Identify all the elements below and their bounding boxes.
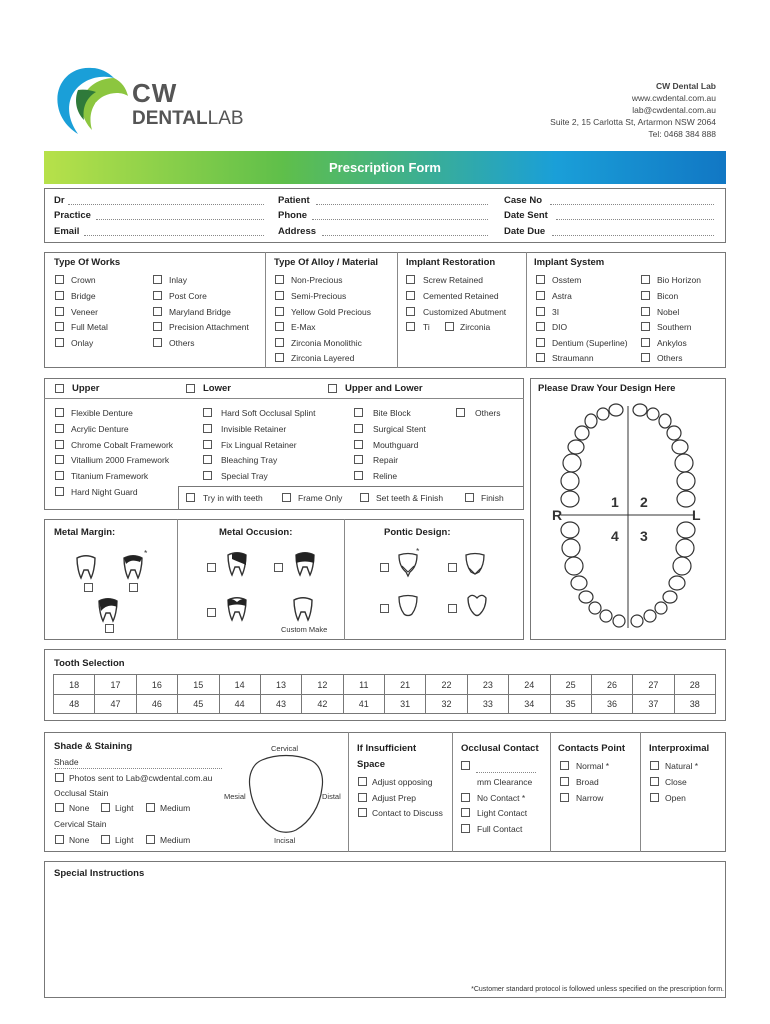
photos-label: Photos sent to Lab@cwdental.com.au <box>69 773 213 783</box>
acrylic-denture-label: Acrylic Denture <box>71 424 129 434</box>
cervical-none-label: None <box>69 835 90 845</box>
veneer-label: Veneer <box>71 307 98 317</box>
denture-others-checkbox[interactable] <box>456 408 465 417</box>
yellow-gold-label: Yellow Gold Precious <box>291 307 372 317</box>
onlay-checkbox[interactable] <box>55 338 64 347</box>
zirconia-layered-checkbox[interactable] <box>275 353 284 362</box>
tooth-cell[interactable]: 36 <box>591 695 632 714</box>
tooth-cell[interactable]: 33 <box>467 695 508 714</box>
distal-label: Distal <box>322 792 341 801</box>
set-teeth-label: Set teeth & Finish <box>376 493 444 503</box>
tooth-cell[interactable]: 14 <box>219 675 260 695</box>
works-others-checkbox[interactable] <box>153 338 162 347</box>
dentium-label: Dentium (Superline) <box>552 338 628 348</box>
title-banner <box>44 151 726 184</box>
non-precious-label: Non-Precious <box>291 275 343 285</box>
try-in-checkbox[interactable] <box>186 493 195 502</box>
try-in-label: Try in with teeth <box>203 493 263 503</box>
surgical-stent-label: Surgical Stent <box>373 424 426 434</box>
metal-occlusion-title: Metal Occusion: <box>219 527 293 538</box>
osstem-label: Osstem <box>552 275 582 285</box>
mouthguard-label: Mouthguard <box>373 440 419 450</box>
logo <box>52 64 252 138</box>
special-tray-label: Special Tray <box>221 471 268 481</box>
osstem-checkbox[interactable] <box>536 275 545 284</box>
hard-soft-splint-label: Hard Soft Occlusal Splint <box>221 408 316 418</box>
cervical-medium-label: Medium <box>160 835 191 845</box>
veneer-checkbox[interactable] <box>55 307 64 316</box>
insufficient-title-1: If Insufficient <box>357 743 417 754</box>
contact-discuss-checkbox[interactable] <box>358 808 367 817</box>
zirconia-monolithic-label: Zirconia Monolithic <box>291 338 362 348</box>
upper-lower-label: Upper and Lower <box>345 383 423 394</box>
quadrant-3: 3 <box>640 528 648 544</box>
clearance-label: mm Clearance <box>477 777 533 787</box>
logo-lab: LAB <box>207 108 244 129</box>
hard-soft-splint-checkbox[interactable] <box>203 408 212 417</box>
bicon-checkbox[interactable] <box>641 291 650 300</box>
reline-checkbox[interactable] <box>354 471 363 480</box>
lab-website: www.cwdental.com.au <box>631 93 716 103</box>
cervical-light-checkbox[interactable] <box>101 835 110 844</box>
maryland-bridge-label: Maryland Bridge <box>169 307 231 317</box>
post-core-checkbox[interactable] <box>153 291 162 300</box>
shade-label: Shade <box>54 757 79 767</box>
hard-night-guard-label: Hard Night Guard <box>71 487 138 497</box>
lower-checkbox[interactable] <box>186 384 195 393</box>
dr-label: Dr <box>54 195 65 206</box>
southern-label: Southern <box>657 322 692 332</box>
invisible-retainer-label: Invisible Retainer <box>221 424 287 434</box>
open-label: Open <box>665 793 686 803</box>
photos-checkbox[interactable] <box>55 773 64 782</box>
denture-others-label: Others <box>475 408 501 418</box>
bleaching-tray-checkbox[interactable] <box>203 455 212 464</box>
implant-system-title: Implant System <box>534 257 605 268</box>
occlusion-1-checkbox[interactable] <box>207 563 216 572</box>
zirconia-layered-label: Zirconia Layered <box>291 353 355 363</box>
occlusion-3-checkbox[interactable] <box>207 608 216 617</box>
tooth-cell[interactable]: 41 <box>343 695 384 714</box>
cemented-retained-checkbox[interactable] <box>406 291 415 300</box>
date-sent-label: Date Sent <box>504 210 548 221</box>
full-metal-label: Full Metal <box>71 322 108 332</box>
tooth-cell[interactable]: 32 <box>426 695 467 714</box>
tooth-cell[interactable]: 18 <box>54 675 95 695</box>
occlusal-light-label: Light <box>115 803 134 813</box>
3i-label: 3I <box>552 307 560 317</box>
tooth-cell[interactable]: 15 <box>178 675 219 695</box>
margin-3-checkbox[interactable] <box>105 624 114 633</box>
mesial-label: Mesial <box>224 792 246 801</box>
pontic-tooth-4-icon <box>465 592 489 618</box>
precision-attachment-checkbox[interactable] <box>153 322 162 331</box>
cervical-light-label: Light <box>115 835 134 845</box>
mouthguard-checkbox[interactable] <box>354 440 363 449</box>
margin-1-checkbox[interactable] <box>84 583 93 592</box>
semi-precious-checkbox[interactable] <box>275 291 284 300</box>
quadrant-1: 1 <box>611 494 619 510</box>
astra-checkbox[interactable] <box>536 291 545 300</box>
natural-label: Natural * <box>665 761 699 771</box>
narrow-checkbox[interactable] <box>560 793 569 802</box>
clearance-field[interactable] <box>476 772 536 773</box>
invisible-retainer-checkbox[interactable] <box>203 424 212 433</box>
bite-block-label: Bite Block <box>373 408 411 418</box>
emax-label: E-Max <box>291 322 316 332</box>
address-field[interactable] <box>322 235 488 236</box>
lab-info <box>550 80 716 140</box>
surgical-stent-checkbox[interactable] <box>354 424 363 433</box>
tooth-cell[interactable]: 34 <box>509 695 550 714</box>
normal-label: Normal * <box>576 761 610 771</box>
full-contact-checkbox[interactable] <box>461 824 470 833</box>
alloy-title: Type Of Alloy / Material <box>274 257 378 268</box>
broad-label: Broad <box>576 777 599 787</box>
tooth-cell[interactable]: 35 <box>550 695 591 714</box>
straumann-label: Straumann <box>552 353 594 363</box>
occlusal-contact-title: Occlusal Contact <box>461 743 539 754</box>
right-label: R <box>552 507 563 523</box>
practice-field[interactable] <box>96 219 264 220</box>
clearance-checkbox[interactable] <box>461 761 470 770</box>
shade-title: Shade & Staining <box>54 741 133 752</box>
date-sent-field[interactable] <box>556 219 714 220</box>
quadrant-4: 4 <box>611 528 619 544</box>
tooth-cell[interactable]: 43 <box>260 695 301 714</box>
cemented-retained-label: Cemented Retained <box>423 291 499 301</box>
margin-2-checkbox[interactable] <box>129 583 138 592</box>
lab-name: CW Dental Lab <box>656 81 716 91</box>
tooth-cell[interactable]: 16 <box>136 675 177 695</box>
dio-label: DIO <box>552 322 568 332</box>
tooth-cell[interactable]: 25 <box>550 675 591 695</box>
straumann-checkbox[interactable] <box>536 353 545 362</box>
dental-chart-icon <box>553 402 703 634</box>
lab-tel: Tel: 0468 384 888 <box>648 129 716 139</box>
crown-checkbox[interactable] <box>55 275 64 284</box>
contact-discuss-label: Contact to Discuss <box>372 808 443 818</box>
hard-night-guard-checkbox[interactable] <box>55 487 64 496</box>
special-instructions-box[interactable] <box>44 861 726 998</box>
tooth-cell[interactable]: 22 <box>426 675 467 695</box>
adjust-opposing-label: Adjust opposing <box>372 777 433 787</box>
occlusion-tooth-2-icon <box>292 551 318 577</box>
incisal-label: Incisal <box>274 836 296 845</box>
narrow-label: Narrow <box>576 793 604 803</box>
tooth-cell[interactable]: 48 <box>54 695 95 714</box>
light-contact-label: Light Contact <box>477 808 528 818</box>
cervical-label: Cervical <box>271 744 299 753</box>
dr-field[interactable] <box>68 204 264 205</box>
occlusal-stain-label: Occlusal Stain <box>54 788 109 798</box>
emax-checkbox[interactable] <box>275 322 284 331</box>
dio-checkbox[interactable] <box>536 322 545 331</box>
semi-precious-label: Semi-Precious <box>291 291 347 301</box>
bridge-checkbox[interactable] <box>55 291 64 300</box>
screw-retained-label: Screw Retained <box>423 275 484 285</box>
tooth-cell[interactable]: 38 <box>674 695 715 714</box>
phone-field[interactable] <box>312 219 488 220</box>
tooth-cell[interactable]: 21 <box>385 675 426 695</box>
pontic-asterisk: * <box>416 546 420 556</box>
case-no-label: Case No <box>504 195 543 206</box>
yellow-gold-checkbox[interactable] <box>275 307 284 316</box>
logo-swoosh-icon <box>52 64 132 138</box>
close-checkbox[interactable] <box>650 777 659 786</box>
light-contact-checkbox[interactable] <box>461 808 470 817</box>
tooth-cell[interactable]: 37 <box>633 695 674 714</box>
cervical-medium-checkbox[interactable] <box>146 835 155 844</box>
frame-only-label: Frame Only <box>298 493 343 503</box>
lower-label: Lower <box>203 383 231 394</box>
tooth-cell[interactable]: 26 <box>591 675 632 695</box>
works-box <box>44 252 726 368</box>
acrylic-denture-checkbox[interactable] <box>55 424 64 433</box>
tooth-cell[interactable]: 27 <box>633 675 674 695</box>
finish-checkbox[interactable] <box>465 493 474 502</box>
natural-checkbox[interactable] <box>650 761 659 770</box>
broad-checkbox[interactable] <box>560 777 569 786</box>
reline-label: Reline <box>373 471 398 481</box>
ankylos-label: Ankylos <box>657 338 687 348</box>
implant-others-checkbox[interactable] <box>641 353 650 362</box>
vitallium-label: Vitallium 2000 Framework <box>71 455 170 465</box>
bite-block-checkbox[interactable] <box>354 408 363 417</box>
tooth-grid <box>53 674 716 714</box>
upper-label: Upper <box>72 383 100 394</box>
upper-teeth-row <box>54 675 716 695</box>
margin-tooth-2-icon <box>120 554 146 580</box>
flexible-denture-label: Flexible Denture <box>71 408 133 418</box>
pontic-3-checkbox[interactable] <box>380 604 389 613</box>
zirconia-abutment-label: Zirconia <box>460 322 491 332</box>
ti-checkbox[interactable] <box>406 322 415 331</box>
inlay-label: Inlay <box>169 275 187 285</box>
bicon-label: Bicon <box>657 291 679 301</box>
pontic-tooth-3-icon <box>396 594 420 620</box>
titanium-framework-label: Titanium Framework <box>71 471 149 481</box>
shade-field[interactable] <box>54 768 222 769</box>
fix-lingual-retainer-label: Fix Lingual Retainer <box>221 440 297 450</box>
non-precious-checkbox[interactable] <box>275 275 284 284</box>
maryland-bridge-checkbox[interactable] <box>153 307 162 316</box>
pontic-1-checkbox[interactable] <box>380 563 389 572</box>
occlusal-none-label: None <box>69 803 90 813</box>
tooth-cell[interactable]: 24 <box>509 675 550 695</box>
3i-checkbox[interactable] <box>536 307 545 316</box>
insufficient-title-2: Space <box>357 759 385 770</box>
repair-label: Repair <box>373 455 399 465</box>
address-label: Address <box>278 226 317 237</box>
tooth-cell[interactable]: 23 <box>467 675 508 695</box>
tooth-cell[interactable]: 12 <box>302 675 343 695</box>
contacts-point-title: Contacts Point <box>558 743 626 754</box>
case-no-field[interactable] <box>550 204 714 205</box>
implant-others-label: Others <box>657 353 683 363</box>
bleaching-tray-label: Bleaching Tray <box>221 455 278 465</box>
full-metal-checkbox[interactable] <box>55 322 64 331</box>
design-title: Please Draw Your Design Here <box>538 383 676 394</box>
implant-restoration-title: Implant Restoration <box>406 257 496 268</box>
occlusal-none-checkbox[interactable] <box>55 803 64 812</box>
works-title: Type Of Works <box>54 257 121 268</box>
bridge-label: Bridge <box>71 291 96 301</box>
practice-label: Practice <box>54 210 91 221</box>
inlay-checkbox[interactable] <box>153 275 162 284</box>
occlusal-light-checkbox[interactable] <box>101 803 110 812</box>
tooth-cell[interactable]: 13 <box>260 675 301 695</box>
close-label: Close <box>665 777 687 787</box>
tooth-cell[interactable]: 42 <box>302 695 343 714</box>
tooth-cell[interactable]: 17 <box>95 675 136 695</box>
onlay-label: Onlay <box>71 338 94 348</box>
customized-abutment-label: Customized Abutment <box>423 307 507 317</box>
metal-margin-title: Metal Margin: <box>54 527 116 538</box>
tooth-cell[interactable]: 45 <box>178 695 219 714</box>
frame-only-checkbox[interactable] <box>282 493 291 502</box>
logo-cw: CW <box>132 78 178 108</box>
tooth-cell[interactable]: 46 <box>136 695 177 714</box>
bio-horizon-checkbox[interactable] <box>641 275 650 284</box>
nobel-checkbox[interactable] <box>641 307 650 316</box>
tooth-cell[interactable]: 44 <box>219 695 260 714</box>
precision-attachment-label: Precision Attachment <box>169 322 249 332</box>
occlusion-tooth-3-icon <box>224 596 250 622</box>
upper-lower-checkbox[interactable] <box>328 384 337 393</box>
logo-dental: DENTAL <box>132 108 208 129</box>
tooth-cell[interactable]: 11 <box>343 675 384 695</box>
ti-label: Ti <box>423 322 430 332</box>
pontic-2-checkbox[interactable] <box>448 563 457 572</box>
cervical-stain-label: Cervical Stain <box>54 819 107 829</box>
flexible-denture-checkbox[interactable] <box>55 408 64 417</box>
phone-label: Phone <box>278 210 308 221</box>
screw-retained-checkbox[interactable] <box>406 275 415 284</box>
special-tray-checkbox[interactable] <box>203 471 212 480</box>
left-label: L <box>692 507 701 523</box>
adjust-opposing-checkbox[interactable] <box>358 777 367 786</box>
ankylos-checkbox[interactable] <box>641 338 650 347</box>
lower-teeth-row <box>54 695 716 714</box>
margin-asterisk: * <box>144 548 148 558</box>
date-due-label: Date Due <box>504 226 546 237</box>
page-title: Prescription Form <box>329 160 441 175</box>
occlusal-medium-label: Medium <box>160 803 191 813</box>
adjust-prep-label: Adjust Prep <box>372 793 416 803</box>
chrome-cobalt-label: Chrome Cobalt Framework <box>71 440 174 450</box>
email-label: Email <box>54 226 80 237</box>
crown-label: Crown <box>71 275 96 285</box>
repair-checkbox[interactable] <box>354 455 363 464</box>
chrome-cobalt-checkbox[interactable] <box>55 440 64 449</box>
normal-checkbox[interactable] <box>560 761 569 770</box>
post-core-label: Post Core <box>169 291 207 301</box>
pontic-design-title: Pontic Design: <box>384 527 451 538</box>
finish-label: Finish <box>481 493 504 503</box>
no-contact-label: No Contact * <box>477 793 526 803</box>
full-contact-label: Full Contact <box>477 824 523 834</box>
patient-field[interactable] <box>316 204 488 205</box>
bio-horizon-label: Bio Horizon <box>657 275 701 285</box>
occlusion-tooth-4-icon <box>290 596 316 622</box>
no-contact-checkbox[interactable] <box>461 793 470 802</box>
special-instructions-title: Special Instructions <box>54 868 145 879</box>
fix-lingual-retainer-checkbox[interactable] <box>203 440 212 449</box>
lab-email: lab@cwdental.com.au <box>632 105 716 115</box>
titanium-framework-checkbox[interactable] <box>55 471 64 480</box>
cervical-none-checkbox[interactable] <box>55 835 64 844</box>
occlusion-tooth-1-icon <box>224 551 250 577</box>
lab-address: Suite 2, 15 Carlotta St, Artarmon NSW 2064 <box>550 117 716 127</box>
margin-tooth-3-icon <box>95 597 121 623</box>
customized-abutment-checkbox[interactable] <box>406 307 415 316</box>
tooth-cell[interactable]: 28 <box>674 675 715 695</box>
tooth-shade-diagram-icon[interactable] <box>246 754 326 834</box>
southern-checkbox[interactable] <box>641 322 650 331</box>
pontic-tooth-2-icon <box>463 552 487 578</box>
pontic-4-checkbox[interactable] <box>448 604 457 613</box>
quadrant-2: 2 <box>640 494 648 510</box>
custom-make-label: Custom Make <box>281 625 328 634</box>
works-others-label: Others <box>169 338 195 348</box>
upper-checkbox[interactable] <box>55 384 64 393</box>
patient-label: Patient <box>278 195 310 206</box>
tooth-cell[interactable]: 47 <box>95 695 136 714</box>
tooth-selection-title: Tooth Selection <box>54 658 125 669</box>
dentium-checkbox[interactable] <box>536 338 545 347</box>
nobel-label: Nobel <box>657 307 680 317</box>
vitallium-checkbox[interactable] <box>55 455 64 464</box>
email-field[interactable] <box>84 235 264 236</box>
tooth-cell[interactable]: 31 <box>385 695 426 714</box>
occlusal-medium-checkbox[interactable] <box>146 803 155 812</box>
adjust-prep-checkbox[interactable] <box>358 793 367 802</box>
footer-note: *Customer standard protocol is followed unless specified on the prescription form. <box>471 986 724 993</box>
set-teeth-checkbox[interactable] <box>360 493 369 502</box>
interproximal-title: Interproximal <box>649 743 710 754</box>
open-checkbox[interactable] <box>650 793 659 802</box>
logo-dental-lab <box>132 108 244 130</box>
astra-label: Astra <box>552 291 572 301</box>
margin-tooth-1-icon <box>73 554 99 580</box>
zirconia-monolithic-checkbox[interactable] <box>275 338 284 347</box>
zirconia-abutment-checkbox[interactable] <box>445 322 454 331</box>
occlusion-2-checkbox[interactable] <box>274 563 283 572</box>
date-due-field[interactable] <box>552 235 714 236</box>
